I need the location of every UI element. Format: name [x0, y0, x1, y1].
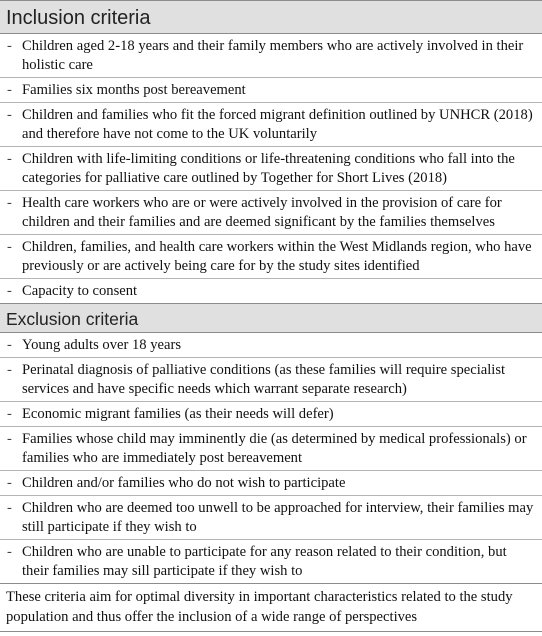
inclusion-item: - Capacity to consent: [7, 283, 138, 299]
bullet-dash: -: [7, 500, 12, 516]
bullet-dash: -: [7, 239, 12, 255]
table-footnote: These criteria aim for optimal diversity in important characteristics related to the study population and thus offer the inclusion of a wide range of perspectives: [0, 583, 542, 632]
inclusion-item: - Children with life-limiting conditions or life-threatening conditions who fall into the categories for palliative care outlined by Together for Short Lives (2018): [0, 147, 542, 191]
bullet-dash: -: [7, 82, 12, 98]
bullet-dash: -: [7, 38, 12, 54]
bullet-dash: -: [7, 406, 12, 422]
inclusion-criteria-list: [0, 34, 542, 303]
inclusion-item: - Health care workers who are or were actively involved in the provision of care for children and their families and are deemed significant by the families themselves: [0, 191, 542, 235]
bullet-dash: -: [7, 195, 12, 211]
exclusion-item: - Families whose child may imminently die (as determined by medical professionals) or families who are immediately post bereavement: [0, 427, 542, 471]
inclusion-item: - Children, families, and health care workers within the West Midlands region, who have previously or are actively being care for by the study sites identified: [0, 235, 542, 279]
bullet-dash: -: [7, 544, 12, 560]
bullet-dash: -: [7, 362, 12, 378]
exclusion-item: - Economic migrant families (as their needs will defer): [0, 402, 542, 427]
exclusion-item: - Young adults over 18 years: [0, 333, 542, 358]
inclusion-item: - Children aged 2-18 years and their family members who are actively involved in their holistic care: [0, 34, 542, 78]
bullet-dash: -: [7, 283, 12, 299]
exclusion-item: - Children and/or families who do not wish to participate: [0, 471, 542, 496]
exclusion-criteria-header: Exclusion criteria: [0, 303, 542, 333]
inclusion-criteria-header: Inclusion criteria: [0, 0, 542, 34]
inclusion-item: - Children and families who fit the forced migrant definition outlined by UNHCR (2018) and therefore have not come to the UK voluntarily: [0, 103, 542, 147]
bullet-dash: -: [7, 151, 12, 167]
exclusion-item: - Children who are deemed too unwell to be approached for interview, their families may still participate if they wish to: [0, 496, 542, 540]
inclusion-item: - Families six months post bereavement: [0, 78, 542, 103]
bullet-dash: -: [7, 475, 12, 491]
exclusion-item: - Perinatal diagnosis of palliative conditions (as these families will require specialist services and have specific needs which warrant separate research): [0, 358, 542, 402]
exclusion-criteria-list: [0, 333, 542, 583]
exclusion-item: - Children who are unable to participate for any reason related to their condition, but their families may sill participate if they wish to: [7, 544, 507, 579]
bullet-dash: -: [7, 107, 12, 123]
bullet-dash: -: [7, 431, 12, 447]
bullet-dash: -: [7, 337, 12, 353]
